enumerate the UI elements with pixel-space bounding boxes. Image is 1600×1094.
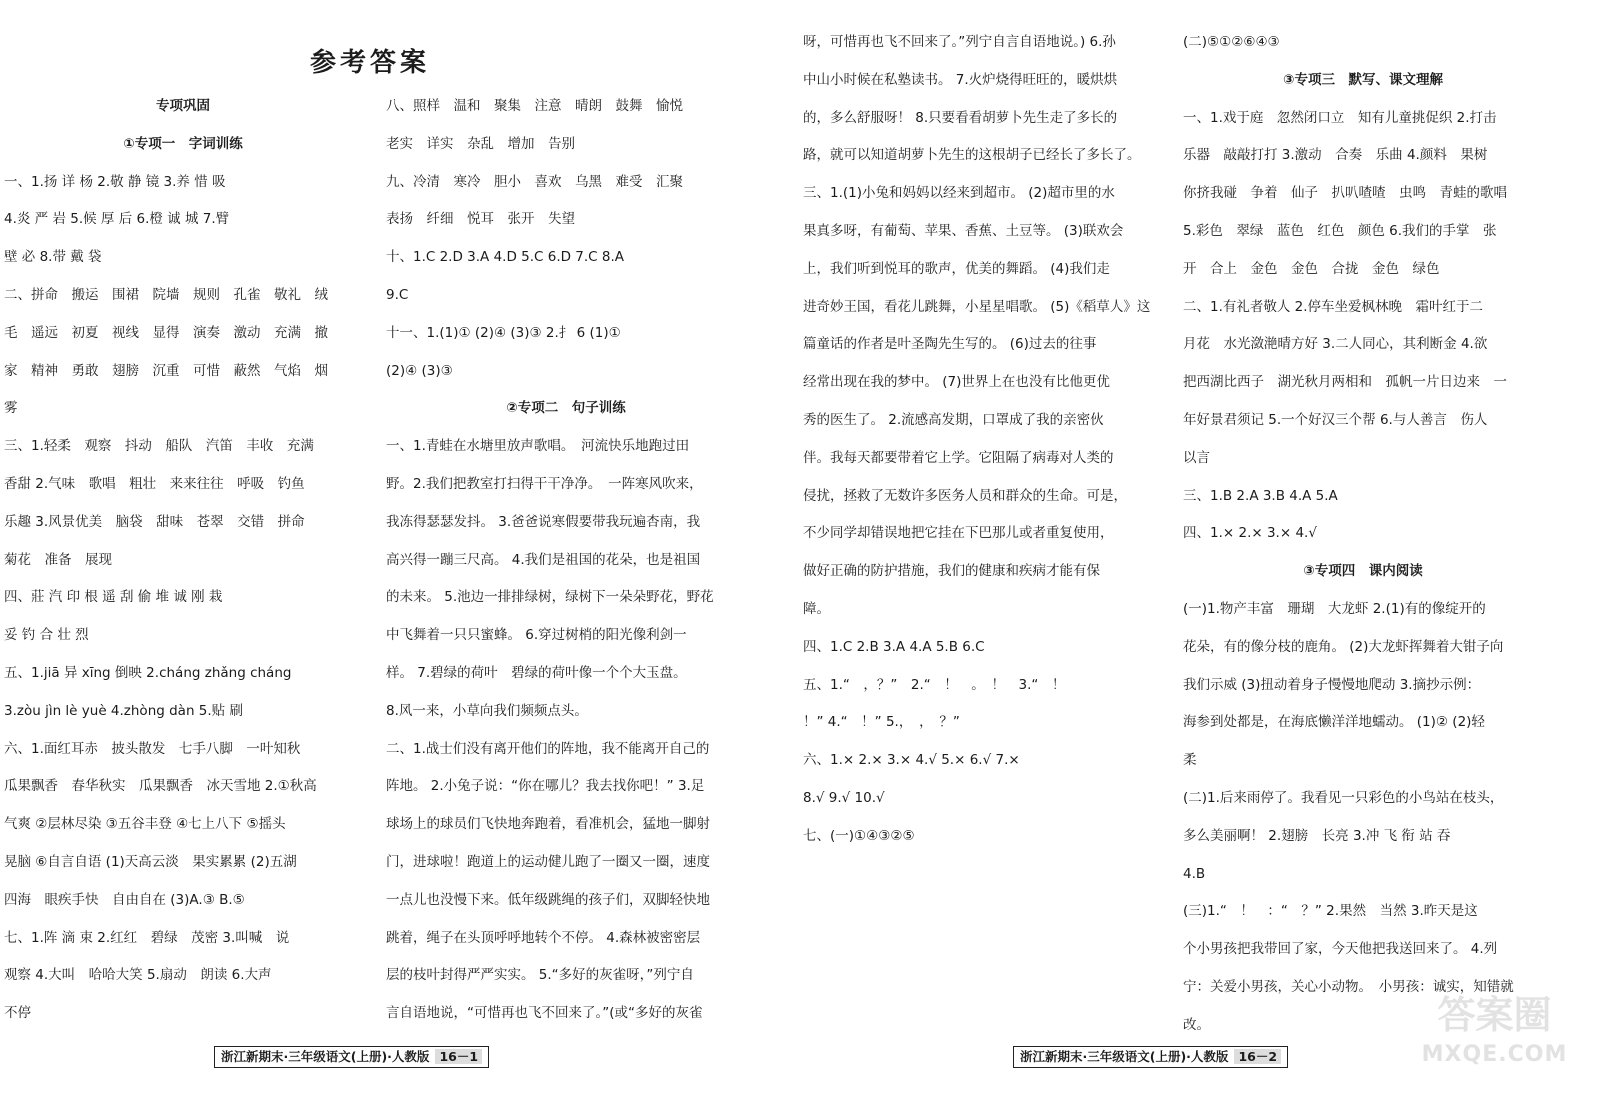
answer-line: 乐器 敲敲打打 3.激动 合奏 乐曲 4.颜料 果树 xyxy=(1183,147,1488,164)
answer-line: 七、(一)①④③②⑤ xyxy=(803,827,915,844)
answer-line: 3.zòu jìn lè yuè 4.zhòng dàn 5.贴 刷 xyxy=(4,702,243,719)
answer-line: 伴。我每天都要带着它上学。它阻隔了病毒对人类的 xyxy=(803,449,1114,466)
answer-line: 不少同学却错误地把它挂在下巴那儿或者重复使用， xyxy=(803,525,1114,542)
answer-line: 秀的医生了。 2.流感高发期，口罩成了我的亲密伙 xyxy=(803,411,1104,428)
answer-line: (二)⑤①②⑥④③ xyxy=(1183,34,1280,50)
answer-line: 二、1.有礼者敬人 2.停车坐爱枫林晚 霜叶红于二 xyxy=(1183,298,1484,315)
section-heading: ①专项一 字词训练 xyxy=(123,135,243,152)
answer-line: 路，就可以知道胡萝卜先生的这根胡子已经长了多长了。 xyxy=(803,147,1141,164)
section-heading: ③专项三 默写、课文理解 xyxy=(1283,71,1443,88)
answer-line: 香甜 2.气味 歌唱 粗壮 来来往往 呼吸 钓鱼 xyxy=(4,475,305,492)
answer-line: 一、1.青蛙在水塘里放声歌唱。 河流快乐地跑过田 xyxy=(386,438,690,455)
section-heading: 专项巩固 xyxy=(156,98,210,114)
answer-line: 五、1.“ ，？” 2.“ ！ 。 ！ 3.“ ！ xyxy=(803,676,1066,693)
answer-line: 呀，可惜再也飞不回来了。”列宁自言自语地说。) 6.孙 xyxy=(803,34,1116,50)
answer-line: 瓜果飘香 春华秋实 瓜果飘香 冰天雪地 2.①秋高 xyxy=(4,778,317,795)
answer-line: 乐趣 3.风景优美 脑袋 甜味 苍翠 交错 拼命 xyxy=(4,513,305,530)
answer-line: 花朵，有的像分枝的鹿角。 (2)大龙虾挥舞着大钳子向 xyxy=(1183,638,1504,655)
answer-line: 海参到处都是，在海底懒洋洋地蠕动。 (1)② (2)轻 xyxy=(1183,714,1485,731)
answer-line: 9.C xyxy=(386,286,409,303)
answer-line: 一、1.扬 详 杨 2.敬 静 镜 3.养 惜 吸 xyxy=(4,173,226,190)
watermark-logo xyxy=(1392,990,1597,1090)
answer-line: 8.风一来，小草向我们频频点头。 xyxy=(386,702,588,719)
answer-line: 四、莊 汽 印 根 遥 刮 偷 堆 诚 刚 栽 xyxy=(4,589,223,606)
answer-line: 果真多呀，有葡萄、苹果、香蕉、土豆等。 (3)联欢会 xyxy=(803,222,1124,239)
footer-text: 浙江新期末·三年级语文(上册)·人教版 xyxy=(1020,1049,1229,1064)
answer-line: 中飞舞着一只只蜜蜂。 6.穿过树梢的阳光像利剑一 xyxy=(386,627,687,644)
answer-line: 阵地。 2.小兔子说：“你在哪儿？我去找你吧！” 3.足 xyxy=(386,778,705,795)
answer-line: 月花 水光潋滟晴方好 3.二人同心，其利断金 4.欲 xyxy=(1183,336,1488,353)
answer-line: 4.炎 严 岩 5.候 厚 后 6.橙 诚 城 7.臂 xyxy=(4,211,230,228)
answer-line: 8.√ 9.√ 10.√ xyxy=(803,789,885,806)
answer-line: 多么美丽啊！ 2.翅膀 长亮 3.冲 飞 衔 站 吞 xyxy=(1183,827,1451,844)
answer-line: (2)④ (3)③ xyxy=(386,362,453,379)
answer-line: 晃脑 ⑥自言自语 (1)天高云淡 果实累累 (2)五湖 xyxy=(4,853,297,870)
answer-line: 篇童话的作者是叶圣陶先生写的。 (6)过去的往事 xyxy=(803,336,1097,353)
page-title: 参考答案 xyxy=(309,48,430,78)
answer-line: 年好景君须记 5.一个好汉三个帮 6.与人善言 伤人 xyxy=(1183,411,1488,428)
page-number: 16－2 xyxy=(1234,1049,1281,1064)
answer-line: 我冻得瑟瑟发抖。 3.爸爸说寒假要带我玩遍杏南，我 xyxy=(386,513,701,530)
answer-line: (三)1.“ ！ ：“ ？” 2.果然 当然 3.昨天是这 xyxy=(1183,903,1478,920)
answer-line: 我们示威 (3)扭动着身子慢慢地爬动 3.摘抄示例： xyxy=(1183,676,1481,693)
answer-line: 样。 7.碧绿的荷叶 碧绿的荷叶像一个个大玉盘。 xyxy=(386,664,687,681)
answer-line: 球场上的球员们飞快地奔跑着，看准机会，猛地一脚射 xyxy=(386,816,710,833)
answer-line: 上，我们听到悦耳的歌声，优美的舞蹈。 (4)我们走 xyxy=(803,260,1110,277)
footer-left xyxy=(214,1046,489,1068)
answer-line: 十、1.C 2.D 3.A 4.D 5.C 6.D 7.C 8.A xyxy=(386,249,625,266)
watermark-line2: MXQE.COM xyxy=(1421,1042,1568,1067)
answer-line: 高兴得一蹦三尺高。 4.我们是祖国的花朵，也是祖国 xyxy=(386,551,701,568)
answer-column-4 xyxy=(1183,24,1543,1045)
footer-right xyxy=(1013,1046,1288,1068)
answer-line: 雾 xyxy=(4,400,18,417)
answer-line: 以言 xyxy=(1183,449,1210,466)
answer-line: 六、1.面红耳赤 披头散发 七手八脚 一叶知秋 xyxy=(4,740,301,757)
answer-line: 做好正确的防护措施，我们的健康和疾病才能有保 xyxy=(803,563,1100,580)
answer-line: 三、1.(1)小兔和妈妈以经来到超市。 (2)超市里的水 xyxy=(803,185,1115,202)
answer-line: 家 精神 勇敢 翅膀 沉重 可惜 蔽然 气焰 烟 xyxy=(4,362,328,379)
answer-line: 一点儿也没慢下来。低年级跳绳的孩子们，双脚轻快地 xyxy=(386,891,710,908)
answer-line: 宁：关爱小男孩，关心小动物。 小男孩：诚实，知错就 xyxy=(1183,978,1514,995)
answer-line: 毛 遥远 初夏 视线 显得 演奏 激动 充满 撤 xyxy=(4,324,328,341)
answer-line: 跳着，绳子在头顶呼呼地转个不停。 4.森林被密密层 xyxy=(386,929,701,946)
answer-line: 把西湖比西子 湖光秋月两相和 孤帆一片日边来 一 xyxy=(1183,374,1507,391)
answer-line: 侵扰，拯救了无数许多医务人员和群众的生命。可是， xyxy=(803,487,1127,504)
answer-line: 个小男孩把我带回了家，今天他把我送回来了。 4.列 xyxy=(1183,941,1498,958)
answer-line: 妥 钓 合 壮 烈 xyxy=(4,627,89,644)
answer-line: 七、1.阵 滴 束 2.红红 碧绿 茂密 3.叫喊 说 xyxy=(4,929,290,946)
answer-line: 二、拼命 搬运 围裙 院墙 规则 孔雀 敬礼 绒 xyxy=(4,286,328,303)
answer-line: 进奇妙王国，看花儿跳舞，小星星唱歌。 (5)《稻草人》这 xyxy=(803,298,1151,315)
answer-line: 十一、1.(1)① (2)④ (3)③ 2.扌 6 (1)① xyxy=(386,324,621,341)
answer-line: 障。 xyxy=(803,600,830,617)
answer-line: 气爽 ②层林尽染 ③五谷丰登 ④七上八下 ⑤摇头 xyxy=(4,816,286,833)
answer-line: 你挤我碰 争着 仙子 扒叭喳喳 虫鸣 青蛙的歌唱 xyxy=(1183,185,1507,202)
section-heading: ③专项四 课内阅读 xyxy=(1303,563,1423,580)
answer-column-3 xyxy=(803,24,1163,856)
answer-line: 九、冷清 寒冷 胆小 喜欢 乌黑 难受 汇聚 xyxy=(386,173,683,190)
answer-line: ！” 4.“ ！” 5.， ， ？” xyxy=(803,714,960,731)
answer-line: 四、1.C 2.B 3.A 4.A 5.B 6.C xyxy=(803,638,985,655)
page-number: 16－1 xyxy=(435,1049,482,1064)
answer-line: 一、1.戏于庭 忽然闭口立 知有儿童挑促织 2.打击 xyxy=(1183,109,1497,126)
answer-column-1 xyxy=(4,88,362,1033)
answer-line: 三、1.B 2.A 3.B 4.A 5.A xyxy=(1183,487,1338,504)
answer-line: 观察 4.大叫 哈哈大笑 5.扇动 朗读 6.大声 xyxy=(4,967,272,984)
answer-line: 柔 xyxy=(1183,752,1197,769)
answer-line: 野。2.我们把教室打扫得干干净净。 一阵寒风吹来， xyxy=(386,475,703,492)
answer-line: (二)1.后来雨停了。我看见一只彩色的小鸟站在枝头， xyxy=(1183,789,1504,806)
answer-line: 的，多么舒服呀！ 8.只要看看胡萝卜先生走了多长的 xyxy=(803,109,1118,126)
answer-line: 四海 眼疾手快 自由自在 (3)A.③ B.⑤ xyxy=(4,891,245,908)
watermark-line1: 答案圈 xyxy=(1437,993,1552,1037)
answer-line: 4.B xyxy=(1183,865,1206,882)
answer-line: 层的枝叶封得严严实实。 5.“多好的灰雀呀，”列宁自 xyxy=(386,967,694,984)
answer-line: 表扬 纤细 悦耳 张开 失望 xyxy=(386,211,575,228)
answer-line: 的未来。 5.池边一排排绿树，绿树下一朵朵野花，野花 xyxy=(386,589,714,606)
answer-line: 言自语地说，“可惜再也飞不回来了。”(或“多好的灰雀 xyxy=(386,1005,703,1022)
answer-line: 老实 详实 杂乱 增加 告别 xyxy=(386,135,575,152)
answer-line: 不停 xyxy=(4,1005,31,1022)
answer-line: 开 合上 金色 金色 合拢 金色 绿色 xyxy=(1183,260,1440,277)
answer-line: (一)1.物产丰富 珊瑚 大龙虾 2.(1)有的像绽开的 xyxy=(1183,600,1486,617)
answer-line: 5.彩色 翠绿 蓝色 红色 颜色 6.我们的手掌 张 xyxy=(1183,222,1497,239)
answer-line: 经常出现在我的梦中。 (7)世界上在也没有比他更优 xyxy=(803,374,1110,391)
answer-line: 壁 必 8.带 戴 袋 xyxy=(4,249,102,266)
answer-line: 改。 xyxy=(1183,1016,1210,1033)
answer-line: 八、照样 温和 聚集 注意 晴朗 鼓舞 愉悦 xyxy=(386,98,683,114)
footer-text: 浙江新期末·三年级语文(上册)·人教版 xyxy=(221,1049,430,1064)
answer-line: 四、1.× 2.× 3.× 4.√ xyxy=(1183,525,1317,542)
answer-line: 二、1.战士们没有离开他们的阵地，我不能离开自己的 xyxy=(386,740,710,757)
answer-line: 六、1.× 2.× 3.× 4.√ 5.× 6.√ 7.× xyxy=(803,752,1020,769)
answer-line: 中山小时候在私塾读书。 7.火炉烧得旺旺的，暖烘烘 xyxy=(803,71,1118,88)
answer-line: 菊花 准备 展现 xyxy=(4,551,112,568)
answer-line: 门，进球啦！跑道上的运动健儿跑了一圈又一圈，速度 xyxy=(386,853,710,870)
section-heading: ②专项二 句子训练 xyxy=(506,400,626,417)
answer-line: 五、1.jiā 异 xīng 倒映 2.cháng zhǎng cháng xyxy=(4,664,292,681)
answer-column-2 xyxy=(386,88,746,1033)
answer-line: 三、1.轻柔 观察 抖动 船队 汽笛 丰收 充满 xyxy=(4,438,314,455)
